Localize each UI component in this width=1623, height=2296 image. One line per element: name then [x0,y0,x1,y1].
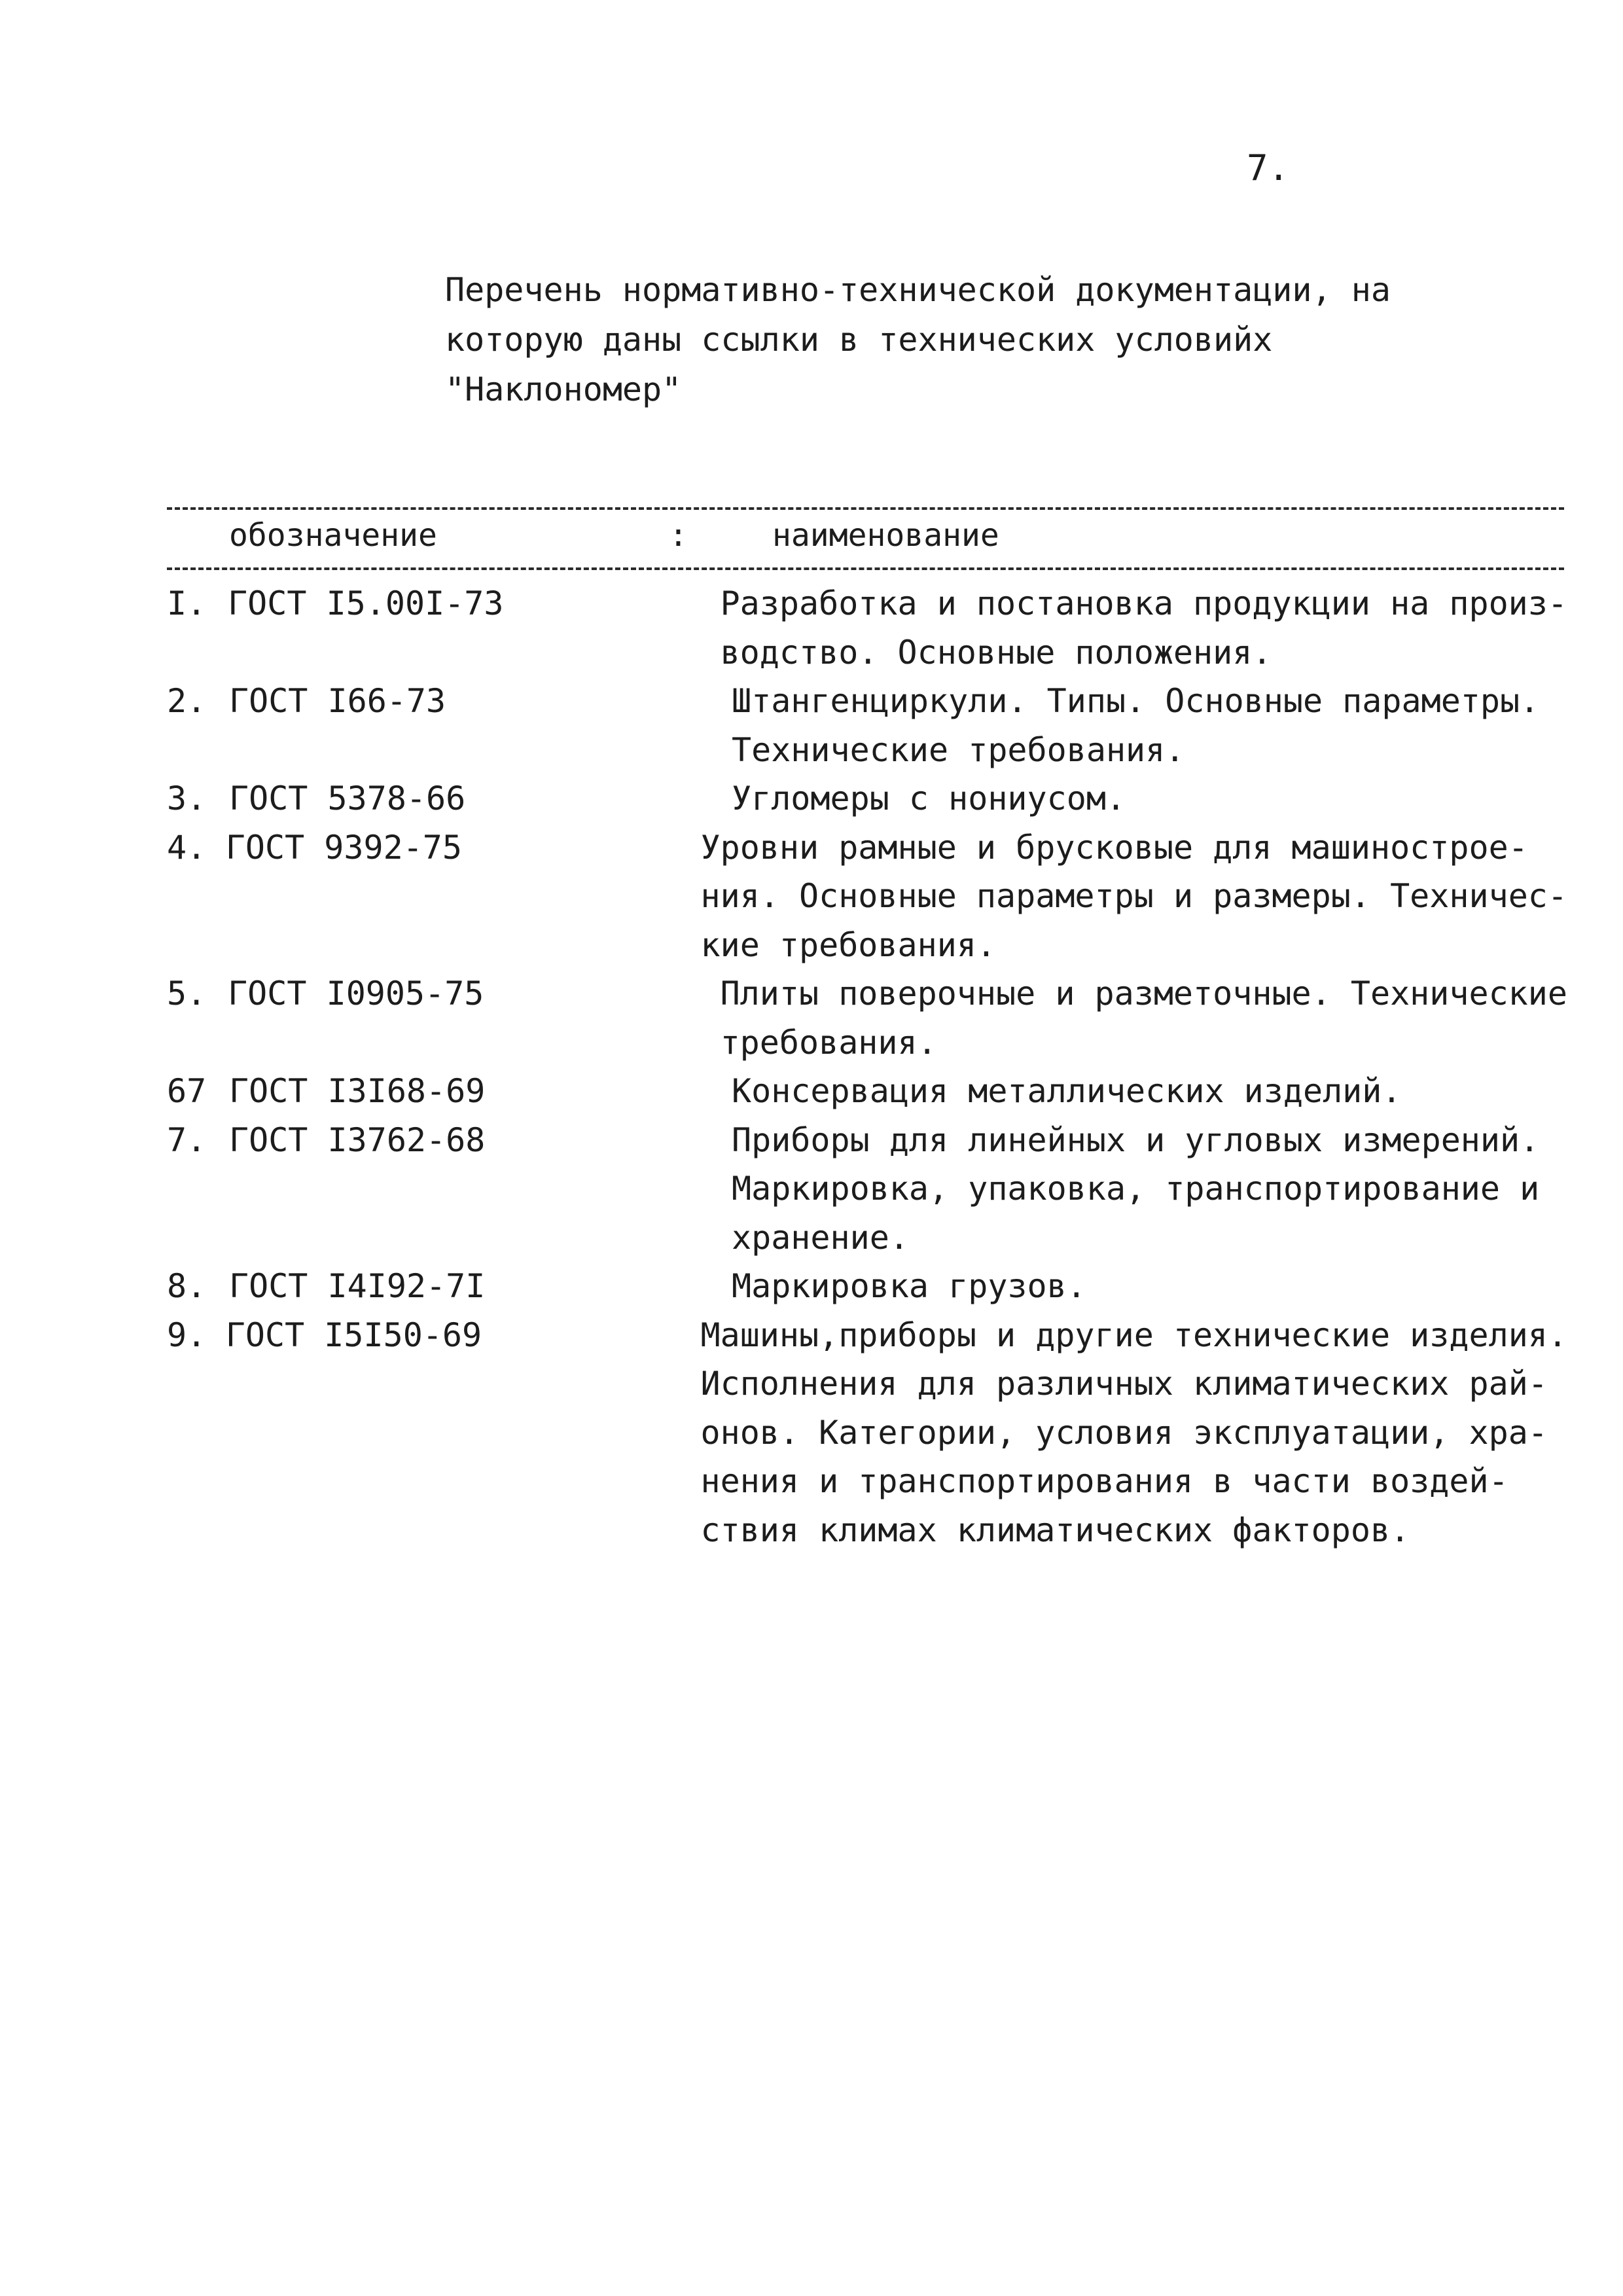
standard-title-line: Плиты поверочные и разметочные. Технические [720,975,1567,1013]
standard-title-line: онов. Категории, условия эксплуатации, хра- [700,1413,1548,1452]
standard-designation: ГОСТ I4I92-7I [229,1267,486,1305]
standard-title [700,1311,1567,1555]
standard-title-line: водство. Основные положения. [720,633,1272,672]
standard-title [732,677,1567,774]
table-row [167,1116,1567,1263]
standard-title-line: хранение. [732,1218,909,1257]
standard-title-line: Маркировка, упаковка, транспортирование и [732,1170,1540,1208]
row-number: I. [167,584,207,622]
standard-designation: ГОСТ I3762-68 [229,1121,486,1159]
row-number: 7. [167,1121,207,1159]
table-row [167,969,1567,1067]
standard-title [732,1067,1567,1116]
standard-title-line: Разработка и постановка продукции на произ- [720,584,1567,622]
standard-title-line: нения и транспортирования в части воздей- [700,1462,1508,1500]
standard-title-line: ствия климах климатических факторов. [700,1511,1410,1549]
table-row [167,677,1567,774]
standard-designation: ГОСТ I5I50-69 [225,1316,482,1354]
table-row [167,774,1567,823]
column-header-name: наименование [772,517,999,554]
row-number: 8. [167,1267,207,1305]
row-number: 2. [167,682,207,720]
standard-title-line: Машины,приборы и другие технические изделия. [700,1316,1567,1354]
table-header-dashed-rule [167,567,1564,570]
table-row [167,1311,1567,1555]
standard-title-line: Уровни рамные и брусковые для машинострое- [700,828,1528,867]
standard-title-line: Исполнения для различных климатических рай- [700,1365,1548,1403]
row-number: 3. [167,780,207,817]
standard-title-line: Угломеры с нониусом. [732,780,1126,817]
standard-title-line: Маркировка грузов. [732,1267,1086,1305]
standard-title [732,1116,1567,1263]
standard-title [721,579,1567,677]
row-number: 9. [167,1316,207,1354]
standard-title [700,823,1567,970]
standard-title-line: Консервация металлических изделий. [732,1072,1402,1110]
table-row [167,1262,1567,1311]
standard-designation: ГОСТ I0905-75 [228,975,484,1013]
table-row [167,579,1567,677]
column-header-designation: обозначение [229,517,437,554]
page-number: 7. [1247,147,1290,188]
standard-title-line: Приборы для линейных и угловых измерений. [732,1121,1540,1159]
heading-line: Перечень нормативно-технической документации, на [445,271,1391,309]
row-number: 5. [167,975,207,1013]
heading-line: "Наклономер" [445,370,682,408]
standard-title-line: кие требования. [700,925,997,964]
standard-title-line: требования. [720,1023,937,1062]
document-heading [445,265,1440,414]
standard-title-line: Технические требования. [732,730,1185,769]
standard-title [732,1262,1567,1311]
standard-title-line: ния. Основные параметры и размеры. Техничес- [700,877,1567,915]
column-header-separator: : [669,517,688,554]
standard-designation: ГОСТ I66-73 [229,682,446,720]
row-number: 4. [167,828,207,867]
heading-line: которую даны ссылки в технических условийх [445,321,1273,359]
standard-title [721,969,1567,1067]
row-number: 67 [167,1072,207,1110]
table-top-dashed-rule [167,507,1564,510]
reference-table-body [167,579,1567,1554]
table-row [167,823,1567,970]
table-row [167,1067,1567,1116]
standard-designation: ГОСТ 9392-75 [225,828,462,867]
standard-designation: ГОСТ I3I68-69 [229,1072,486,1110]
standard-title [732,774,1567,823]
standard-title-line: Штангенциркули. Типы. Основные параметры. [732,682,1540,720]
standard-designation: ГОСТ I5.00I-73 [228,584,504,622]
standard-designation: ГОСТ 5378-66 [229,780,466,817]
